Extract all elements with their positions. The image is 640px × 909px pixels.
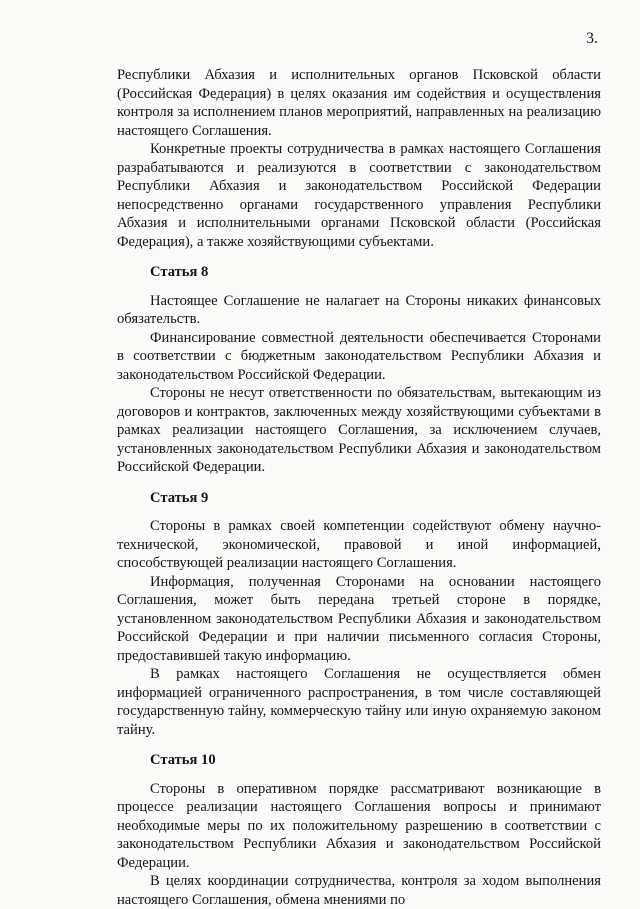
article-heading-8: Статья 8 bbox=[150, 264, 209, 280]
article-heading-10: Статья 10 bbox=[150, 752, 216, 768]
paragraph-continuation: Республики Абхазия и исполнительных органов Псковской области (Российская Федерация) в целях оказания им содействия и осуществления контроля за исполнением планов мероприятий, направленных на реализацию настоящего Соглашения. bbox=[117, 67, 601, 139]
document-body bbox=[117, 66, 601, 909]
paragraph: В рамках настоящего Соглашения не осуществляется обмен информацией ограниченного распространения, в том числе составляющей государственную тайну, коммерческую тайну или иную охраняемую законом тайну. bbox=[117, 666, 601, 738]
paragraph: Информация, полученная Сторонами на основании настоящего Соглашения, может быть передана третьей стороне в порядке, установленном законодательством Республики Абхазия и законодательством Российской Федерации и при наличии письменного согласия Стороны, предоставившей такую информацию. bbox=[117, 573, 601, 664]
paragraph: Конкретные проекты сотрудничества в рамках настоящего Соглашения разрабатываются и реализуются в соответствии с законодательством Республики Абхазия и законодательством Российской Федерации непосредственно органами государственного управления Республики Абхазия и исполнительными органами Псковской области (Российская Федерация), а также хозяйствующими субъектами. bbox=[117, 141, 601, 250]
paragraph: Стороны не несут ответственности по обязательствам, вытекающим из договоров и контрактов, заключенных между хозяйствующими субъектами в рамках реализации настоящего Соглашения, за исключением случаев, установленных законодательством Республики Абхазия и законодательством Российской Федерации. bbox=[117, 385, 601, 475]
paragraph: Финансирование совместной деятельности обеспечивается Сторонами в соответствии с бюджетным законодательством Республики Абхазия и законодательством Российской Федерации. bbox=[117, 329, 601, 383]
page-number: 3. bbox=[586, 30, 598, 47]
paragraph: В целях координации сотрудничества, контроля за ходом выполнения настоящего Соглашения, обмена мнениями по bbox=[117, 873, 601, 908]
paragraph: Настоящее Соглашение не налагает на Стороны никаких финансовых обязательств. bbox=[117, 292, 601, 327]
article-heading-9: Статья 9 bbox=[150, 489, 209, 506]
paragraph: Стороны в оперативном порядке рассматривают возникающие в процессе реализации настоящего Соглашения вопросы и принимают необходимые меры по их положительному разрешению в соответствии с законодательством Республики Абхазия и законодательством Российской Федерации. bbox=[117, 780, 601, 871]
paragraph: Стороны в рамках своей компетенции содействуют обмену научно-технической, экономической, правовой и иной информацией, способствующей реализации настоящего Соглашения. bbox=[117, 518, 601, 571]
